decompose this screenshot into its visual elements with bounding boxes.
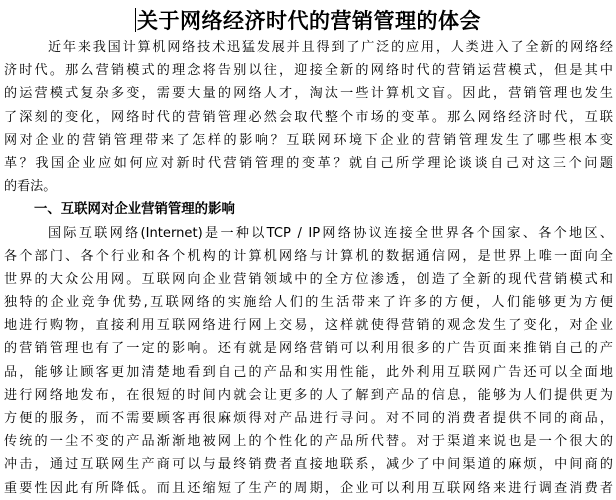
- paragraph-line: 济时代。那么营销模式的理念将告别以往，迎接全新的网络时代的营销运营模式，但是其中: [4, 63, 613, 79]
- paragraph-line: 进行网络地发布，在很短的时间内就会让更多的人了解到产品的信息，能够为人们提供更为: [4, 387, 613, 403]
- title-row: [0, 6, 616, 36]
- section-heading: 一、互联网对企业营销管理的影响: [34, 202, 235, 218]
- document-title: 关于网络经济时代的营销管理的体会: [137, 8, 481, 33]
- paragraph-line: 革？我国企业应如何应对新时代营销管理的变革？就自己所学理论谈谈自己对这三个问题: [4, 155, 613, 171]
- intro-paragraph: [4, 36, 613, 198]
- paragraph-line: 世界的大众公用网。互联网向企业营销领域中的全方位渗透，创造了全新的现代营销模式和: [4, 271, 613, 287]
- section-paragraph: [4, 222, 613, 500]
- paragraph-line: 的看法。: [4, 179, 57, 195]
- paragraph-line: 近年来我国计算机网络技术迅猛发展并且得到了广泛的应用，人类进入了全新的网络经: [48, 40, 613, 55]
- text-cursor: [135, 8, 136, 32]
- paragraph-line: 各个部门、各个行业和各个机构的计算机网络与计算机的数据通信网，是世界上唯一面向全: [4, 248, 613, 264]
- paragraph-line: 国际互联网络(Internet)是一种以TCP / IP网络协议连接全世界各个国家、各个地区、: [48, 225, 613, 241]
- paragraph-line: 传统的一尘不变的产品渐渐地被网上的个性化的产品所代替。对于渠道来说也是一个很大的: [4, 434, 613, 450]
- paragraph-line: 的营销管理也有了一定的影响。还有就是网络营销可以利用很多的广告页面来推销自己的产: [4, 341, 613, 357]
- paragraph-line: 品，能够让顾客更加清楚地看到自己的产品和实用性能，此外利用互联网广告还可以全面地: [4, 364, 613, 380]
- paragraph-line: 的运营模式复杂多变，需要大量的网络人才，淘汰一些计算机文盲。因此，营销管理也发生: [4, 86, 613, 102]
- paragraph-line: 网对企业的营销管理带来了怎样的影响？互联网环境下企业的营销管理发生了哪些根本变: [4, 132, 613, 148]
- paragraph-line: 独特的企业竞争优势,互联网络的实施给人们的生活带来了许多的方便，人们能够更为方便: [4, 295, 613, 311]
- paragraph-line: 冲击，通过互联网生产商可以与最终销费者直接地联系，减少了中间渠道的麻烦，中间商的: [4, 457, 613, 473]
- paragraph-line: 地进行购物，直接利用互联网络进行网上交易，这样就使得营销的观念发生了变化，对企业: [4, 318, 613, 334]
- paragraph-line: 了深刻的变化，网络时代的营销管理必然会取代整个市场的变革。那么网络经济时代，互联: [4, 109, 613, 125]
- paragraph-line: 方便的服务，而不需要顾客再很麻烦得对产品进行寻问。对不同的消费者提供不同的商品，: [4, 411, 613, 426]
- paragraph-line: 重要性因此有所降低。而且还缩短了生产的周期，企业可以利用互联网络来进行调查消费者: [4, 480, 613, 496]
- document-body: [4, 36, 613, 500]
